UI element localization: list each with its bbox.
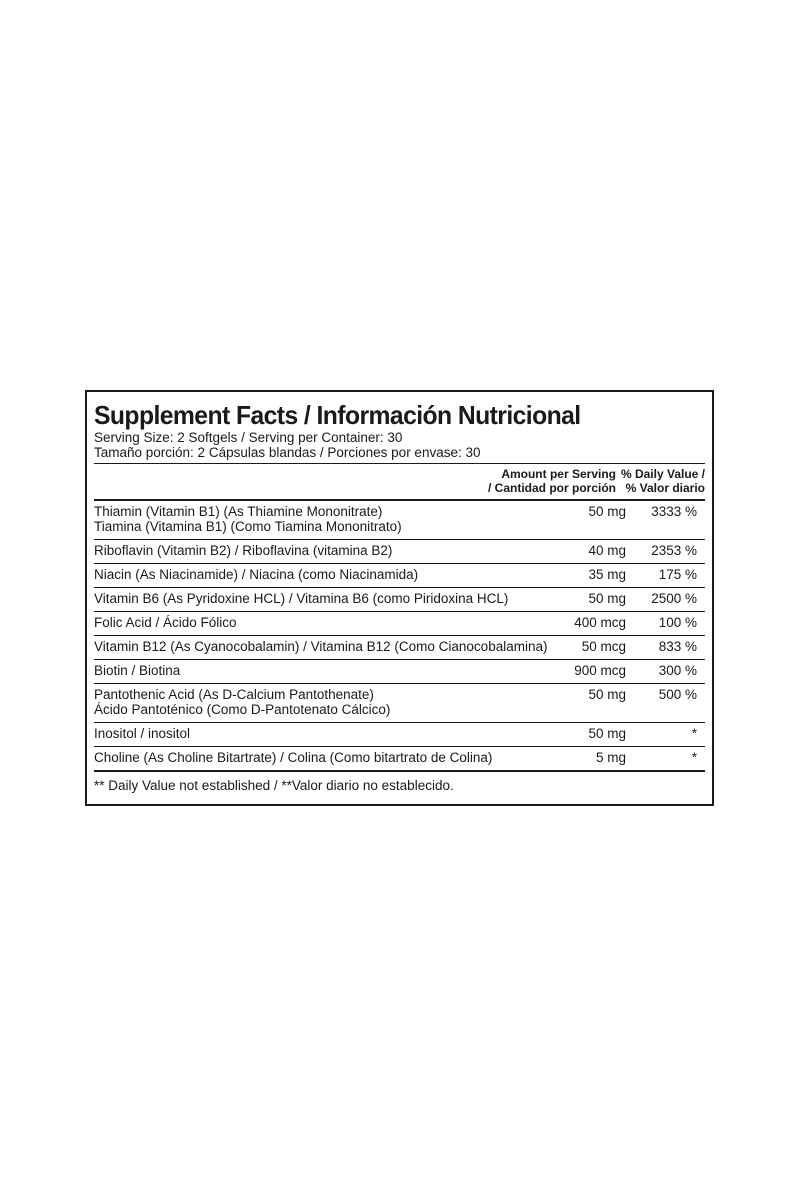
- nutrient-row: [94, 501, 705, 540]
- nutrient-row: [94, 660, 705, 684]
- nutrient-name: Vitamin B6 (As Pyridoxine HCL) / Vitamina B6 (como Piridoxina HCL): [94, 591, 509, 606]
- nutrient-amount: 5 mg: [595, 750, 626, 765]
- nutrient-row: [94, 723, 705, 747]
- nutrient-name-es: Tiamina (Vitamina B1) (Como Tiamina Mononitrato): [94, 519, 402, 534]
- nutrient-daily-value: *: [691, 726, 697, 741]
- nutrient-amount: 50 mcg: [581, 639, 626, 654]
- nutrient-name: Choline (As Choline Bitartrate) / Colina (Como bitartrato de Colina): [94, 750, 493, 765]
- nutrient-name: Niacin (As Niacinamide) / Niacina (como Niacinamida): [94, 567, 419, 582]
- nutrient-amount: 40 mg: [588, 543, 626, 558]
- nutrient-name-es: Ácido Pantoténico (Como D-Pantotenato Cálcico): [94, 702, 391, 717]
- nutrient-name: Inositol / inositol: [94, 726, 191, 741]
- nutrient-daily-value: 175 %: [658, 567, 697, 582]
- nutrient-amount: 35 mg: [588, 567, 626, 582]
- nutrient-name: Thiamin (Vitamin B1) (As Thiamine Mononitrate): [94, 504, 383, 519]
- nutrient-amount: 400 mcg: [574, 615, 626, 630]
- nutrient-daily-value: 2353 %: [651, 543, 697, 558]
- nutrient-row: [94, 564, 705, 588]
- nutrient-amount: 50 mg: [588, 591, 626, 606]
- panel-title: Supplement Facts / Información Nutricional: [94, 400, 581, 430]
- nutrient-name: Riboflavin (Vitamin B2) / Riboflavina (vitamina B2): [94, 543, 393, 558]
- nutrient-amount: 50 mg: [588, 504, 626, 519]
- nutrient-amount: 50 mg: [588, 726, 626, 741]
- nutrient-daily-value: 2500 %: [651, 591, 697, 606]
- nutrient-daily-value: 300 %: [658, 663, 697, 678]
- nutrient-name: Pantothenic Acid (As D-Calcium Pantothenate): [94, 687, 374, 702]
- nutrient-daily-value: 500 %: [658, 687, 697, 702]
- nutrient-row: [94, 747, 705, 772]
- nutrient-name: Biotin / Biotina: [94, 663, 181, 678]
- nutrient-daily-value: 100 %: [658, 615, 697, 630]
- nutrient-row: [94, 540, 705, 564]
- supplement-facts-panel: [85, 390, 714, 806]
- nutrient-daily-value: *: [691, 750, 697, 765]
- nutrient-row: [94, 612, 705, 636]
- nutrient-amount: 900 mcg: [574, 663, 626, 678]
- nutrient-row: [94, 636, 705, 660]
- column-header: [94, 463, 705, 501]
- serving-size-es: Tamaño porción: 2 Cápsulas blandas / Porciones por envase: 30: [94, 445, 481, 460]
- nutrient-name: Vitamin B12 (As Cyanocobalamin) / Vitamina B12 (Como Cianocobalamina): [94, 639, 548, 654]
- nutrient-amount: 50 mg: [588, 687, 626, 702]
- daily-value-column-header: % Daily Value / % Valor diario: [620, 467, 705, 495]
- footnote: ** Daily Value not established / **Valor diario no establecido.: [94, 778, 454, 793]
- nutrient-row: [94, 684, 705, 723]
- amount-column-header: Amount per Serving / Cantidad por porción: [488, 467, 616, 495]
- nutrient-daily-value: 833 %: [658, 639, 697, 654]
- nutrient-name: Folic Acid / Ácido Fólico: [94, 615, 237, 630]
- nutrient-daily-value: 3333 %: [651, 504, 697, 519]
- nutrient-row: [94, 588, 705, 612]
- serving-size: Serving Size: 2 Softgels / Serving per Container: 30: [94, 430, 403, 445]
